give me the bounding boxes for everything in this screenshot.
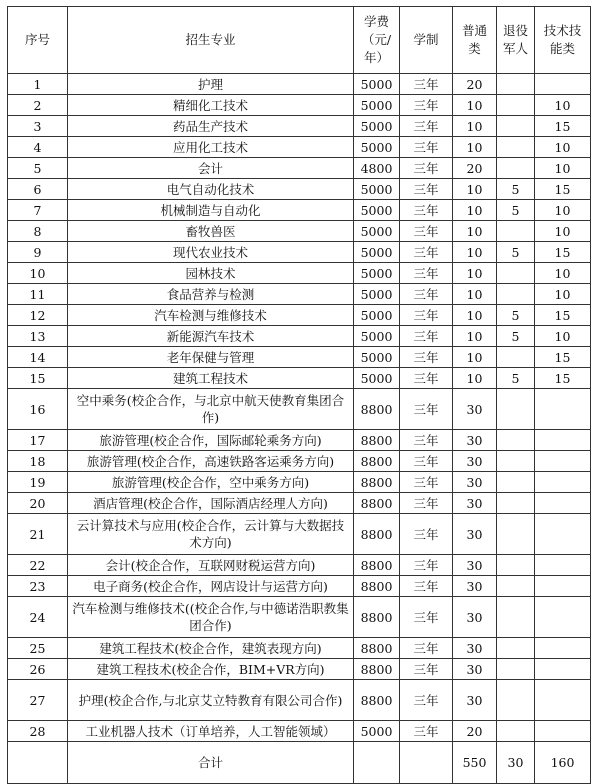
row-duration: 三年	[400, 680, 453, 721]
table-row	[8, 263, 591, 284]
row-duration: 三年	[400, 284, 453, 305]
header-major: 招生专业	[68, 7, 354, 74]
table-row	[8, 721, 591, 742]
row-tuition: 5000	[354, 179, 400, 200]
table-row	[8, 576, 591, 597]
row-index: 10	[8, 263, 68, 284]
row-major: 新能源汽车技术	[68, 326, 354, 347]
row-duration: 三年	[400, 305, 453, 326]
table-row	[8, 347, 591, 368]
row-index: 5	[8, 158, 68, 179]
row-major: 应用化工技术	[68, 137, 354, 158]
row-skills	[535, 555, 591, 576]
row-index: 22	[8, 555, 68, 576]
row-index: 20	[8, 493, 68, 514]
row-duration: 三年	[400, 74, 453, 95]
row-index: 13	[8, 326, 68, 347]
row-veterans: 5	[497, 326, 535, 347]
enrollment-plan-table	[7, 6, 591, 784]
row-tuition: 8800	[354, 493, 400, 514]
row-regular: 10	[453, 242, 497, 263]
table-row	[8, 242, 591, 263]
row-major: 护理	[68, 74, 354, 95]
row-tuition: 5000	[354, 221, 400, 242]
row-index: 14	[8, 347, 68, 368]
row-regular: 30	[453, 659, 497, 680]
row-tuition: 8800	[354, 680, 400, 721]
row-major: 工业机器人技术（订单培养，人工智能领域）	[68, 721, 354, 742]
row-major: 电气自动化技术	[68, 179, 354, 200]
table-row	[8, 493, 591, 514]
row-veterans	[497, 451, 535, 472]
row-major: 建筑工程技术(校企合作，BIM+VR方向)	[68, 659, 354, 680]
table-row	[8, 430, 591, 451]
row-tuition: 5000	[354, 368, 400, 389]
row-tuition: 8800	[354, 430, 400, 451]
row-regular: 10	[453, 284, 497, 305]
row-regular: 30	[453, 597, 497, 638]
row-tuition: 5000	[354, 200, 400, 221]
row-veterans	[497, 514, 535, 555]
row-tuition: 5000	[354, 137, 400, 158]
row-regular: 10	[453, 326, 497, 347]
total-regular: 550	[453, 742, 497, 784]
table-row	[8, 514, 591, 555]
row-veterans: 5	[497, 368, 535, 389]
row-major: 旅游管理(校企合作，高速铁路客运乘务方向)	[68, 451, 354, 472]
row-major: 护理(校企合作,与北京艾立特教育有限公司合作)	[68, 680, 354, 721]
row-regular: 20	[453, 721, 497, 742]
row-skills	[535, 576, 591, 597]
row-major: 汽车检测与维修技术	[68, 305, 354, 326]
row-duration: 三年	[400, 179, 453, 200]
header-tuition: 学费（元/年）	[354, 7, 400, 74]
row-major: 食品营养与检测	[68, 284, 354, 305]
row-veterans	[497, 638, 535, 659]
row-veterans: 5	[497, 179, 535, 200]
row-tuition: 5000	[354, 305, 400, 326]
row-regular: 30	[453, 576, 497, 597]
row-tuition: 5000	[354, 74, 400, 95]
row-tuition: 5000	[354, 95, 400, 116]
row-major: 老年保健与管理	[68, 347, 354, 368]
row-skills	[535, 472, 591, 493]
header-duration: 学制	[400, 7, 453, 74]
total-skills: 160	[535, 742, 591, 784]
row-regular: 10	[453, 221, 497, 242]
row-duration: 三年	[400, 597, 453, 638]
row-tuition: 5000	[354, 347, 400, 368]
table-row	[8, 389, 591, 430]
row-veterans	[497, 95, 535, 116]
total-row	[8, 742, 591, 784]
row-duration: 三年	[400, 493, 453, 514]
table-row	[8, 200, 591, 221]
row-veterans	[497, 597, 535, 638]
row-regular: 20	[453, 158, 497, 179]
row-regular: 30	[453, 451, 497, 472]
row-skills: 15	[535, 305, 591, 326]
row-regular: 10	[453, 200, 497, 221]
table-row	[8, 116, 591, 137]
total-index-cell	[8, 742, 68, 784]
row-tuition: 5000	[354, 242, 400, 263]
row-index: 27	[8, 680, 68, 721]
row-major: 旅游管理(校企合作，国际邮轮乘务方向)	[68, 430, 354, 451]
enrollment-table-wrapper	[7, 6, 591, 784]
row-major: 机械制造与自动化	[68, 200, 354, 221]
row-regular: 10	[453, 347, 497, 368]
row-tuition: 8800	[354, 659, 400, 680]
total-veterans: 30	[497, 742, 535, 784]
total-duration-cell	[400, 742, 453, 784]
row-veterans: 5	[497, 305, 535, 326]
row-tuition: 5000	[354, 326, 400, 347]
header-row	[8, 7, 591, 74]
row-duration: 三年	[400, 263, 453, 284]
table-row	[8, 284, 591, 305]
row-regular: 30	[453, 680, 497, 721]
row-tuition: 8800	[354, 472, 400, 493]
row-major: 药品生产技术	[68, 116, 354, 137]
row-skills: 10	[535, 221, 591, 242]
row-veterans: 5	[497, 242, 535, 263]
row-skills: 15	[535, 347, 591, 368]
row-tuition: 4800	[354, 158, 400, 179]
row-skills	[535, 721, 591, 742]
table-row	[8, 472, 591, 493]
row-regular: 30	[453, 472, 497, 493]
row-major: 现代农业技术	[68, 242, 354, 263]
row-major: 会计	[68, 158, 354, 179]
row-skills	[535, 451, 591, 472]
row-index: 2	[8, 95, 68, 116]
row-veterans	[497, 158, 535, 179]
row-tuition: 8800	[354, 555, 400, 576]
row-major: 精细化工技术	[68, 95, 354, 116]
row-veterans	[497, 284, 535, 305]
row-index: 12	[8, 305, 68, 326]
row-duration: 三年	[400, 158, 453, 179]
row-skills	[535, 597, 591, 638]
row-regular: 30	[453, 638, 497, 659]
row-duration: 三年	[400, 116, 453, 137]
row-index: 18	[8, 451, 68, 472]
row-veterans	[497, 221, 535, 242]
row-regular: 10	[453, 305, 497, 326]
row-regular: 30	[453, 493, 497, 514]
row-tuition: 8800	[354, 514, 400, 555]
row-major: 会计(校企合作，互联网财税运营方向)	[68, 555, 354, 576]
row-index: 9	[8, 242, 68, 263]
table-row	[8, 221, 591, 242]
table-row	[8, 659, 591, 680]
row-major: 酒店管理(校企合作，国际酒店经理人方向)	[68, 493, 354, 514]
row-skills	[535, 659, 591, 680]
table-row	[8, 74, 591, 95]
row-major: 建筑工程技术	[68, 368, 354, 389]
header-index: 序号	[8, 7, 68, 74]
row-index: 1	[8, 74, 68, 95]
row-tuition: 5000	[354, 721, 400, 742]
row-index: 23	[8, 576, 68, 597]
row-major: 建筑工程技术(校企合作，建筑表现方向)	[68, 638, 354, 659]
row-major: 云计算技术与应用(校企合作，云计算与大数据技术方向)	[68, 514, 354, 555]
row-skills: 10	[535, 200, 591, 221]
row-regular: 10	[453, 95, 497, 116]
header-skills: 技术技能类	[535, 7, 591, 74]
row-skills: 10	[535, 284, 591, 305]
row-regular: 30	[453, 555, 497, 576]
row-duration: 三年	[400, 347, 453, 368]
row-index: 4	[8, 137, 68, 158]
row-duration: 三年	[400, 638, 453, 659]
row-major: 汽车检测与维修技术((校企合作,与中德诺浩职教集团合作)	[68, 597, 354, 638]
row-veterans	[497, 430, 535, 451]
header-regular: 普通类	[453, 7, 497, 74]
row-index: 17	[8, 430, 68, 451]
row-skills: 15	[535, 179, 591, 200]
row-index: 8	[8, 221, 68, 242]
table-row	[8, 638, 591, 659]
row-veterans	[497, 389, 535, 430]
row-duration: 三年	[400, 659, 453, 680]
row-index: 15	[8, 368, 68, 389]
row-skills: 10	[535, 158, 591, 179]
row-duration: 三年	[400, 472, 453, 493]
row-regular: 10	[453, 368, 497, 389]
table-row	[8, 326, 591, 347]
header-veterans: 退役军人	[497, 7, 535, 74]
row-duration: 三年	[400, 368, 453, 389]
row-regular: 30	[453, 514, 497, 555]
row-veterans	[497, 493, 535, 514]
row-major: 畜牧兽医	[68, 221, 354, 242]
table-row	[8, 305, 591, 326]
table-row	[8, 555, 591, 576]
total-label: 合计	[68, 742, 354, 784]
row-duration: 三年	[400, 137, 453, 158]
row-veterans	[497, 721, 535, 742]
row-veterans	[497, 659, 535, 680]
row-veterans	[497, 116, 535, 137]
row-index: 3	[8, 116, 68, 137]
table-row	[8, 451, 591, 472]
row-skills: 15	[535, 116, 591, 137]
row-regular: 10	[453, 179, 497, 200]
row-skills	[535, 514, 591, 555]
row-skills: 10	[535, 263, 591, 284]
row-skills: 10	[535, 95, 591, 116]
row-major: 园林技术	[68, 263, 354, 284]
row-tuition: 8800	[354, 576, 400, 597]
row-veterans	[497, 576, 535, 597]
row-index: 6	[8, 179, 68, 200]
row-skills	[535, 493, 591, 514]
row-index: 16	[8, 389, 68, 430]
row-veterans	[497, 137, 535, 158]
row-duration: 三年	[400, 242, 453, 263]
table-row	[8, 137, 591, 158]
table-row	[8, 680, 591, 721]
row-index: 28	[8, 721, 68, 742]
row-skills: 15	[535, 368, 591, 389]
row-tuition: 8800	[354, 638, 400, 659]
row-skills	[535, 680, 591, 721]
row-major: 电子商务(校企合作，网店设计与运营方向)	[68, 576, 354, 597]
row-duration: 三年	[400, 326, 453, 347]
row-skills: 10	[535, 326, 591, 347]
row-veterans	[497, 74, 535, 95]
row-regular: 10	[453, 263, 497, 284]
row-duration: 三年	[400, 721, 453, 742]
row-index: 21	[8, 514, 68, 555]
row-skills: 15	[535, 242, 591, 263]
table-row	[8, 158, 591, 179]
row-tuition: 5000	[354, 263, 400, 284]
row-regular: 30	[453, 389, 497, 430]
row-duration: 三年	[400, 389, 453, 430]
row-skills	[535, 74, 591, 95]
row-veterans	[497, 472, 535, 493]
row-index: 11	[8, 284, 68, 305]
table-row	[8, 95, 591, 116]
row-index: 25	[8, 638, 68, 659]
row-duration: 三年	[400, 451, 453, 472]
row-index: 26	[8, 659, 68, 680]
row-major: 旅游管理(校企合作，空中乘务方向)	[68, 472, 354, 493]
row-duration: 三年	[400, 95, 453, 116]
row-regular: 10	[453, 137, 497, 158]
row-tuition: 8800	[354, 451, 400, 472]
row-regular: 20	[453, 74, 497, 95]
table-row	[8, 179, 591, 200]
row-index: 7	[8, 200, 68, 221]
row-veterans	[497, 263, 535, 284]
table-row	[8, 597, 591, 638]
row-veterans	[497, 347, 535, 368]
row-duration: 三年	[400, 576, 453, 597]
row-duration: 三年	[400, 514, 453, 555]
row-index: 24	[8, 597, 68, 638]
row-index: 19	[8, 472, 68, 493]
row-duration: 三年	[400, 221, 453, 242]
row-tuition: 5000	[354, 116, 400, 137]
row-skills: 10	[535, 137, 591, 158]
row-regular: 30	[453, 430, 497, 451]
row-major: 空中乘务(校企合作，与北京中航天使教育集团合作)	[68, 389, 354, 430]
row-tuition: 5000	[354, 284, 400, 305]
row-skills	[535, 638, 591, 659]
row-veterans	[497, 680, 535, 721]
row-duration: 三年	[400, 555, 453, 576]
row-veterans	[497, 555, 535, 576]
row-duration: 三年	[400, 430, 453, 451]
total-tuition-cell	[354, 742, 400, 784]
table-row	[8, 368, 591, 389]
row-tuition: 8800	[354, 597, 400, 638]
row-veterans: 5	[497, 200, 535, 221]
row-tuition: 8800	[354, 389, 400, 430]
row-duration: 三年	[400, 200, 453, 221]
row-regular: 10	[453, 116, 497, 137]
row-skills	[535, 389, 591, 430]
row-skills	[535, 430, 591, 451]
